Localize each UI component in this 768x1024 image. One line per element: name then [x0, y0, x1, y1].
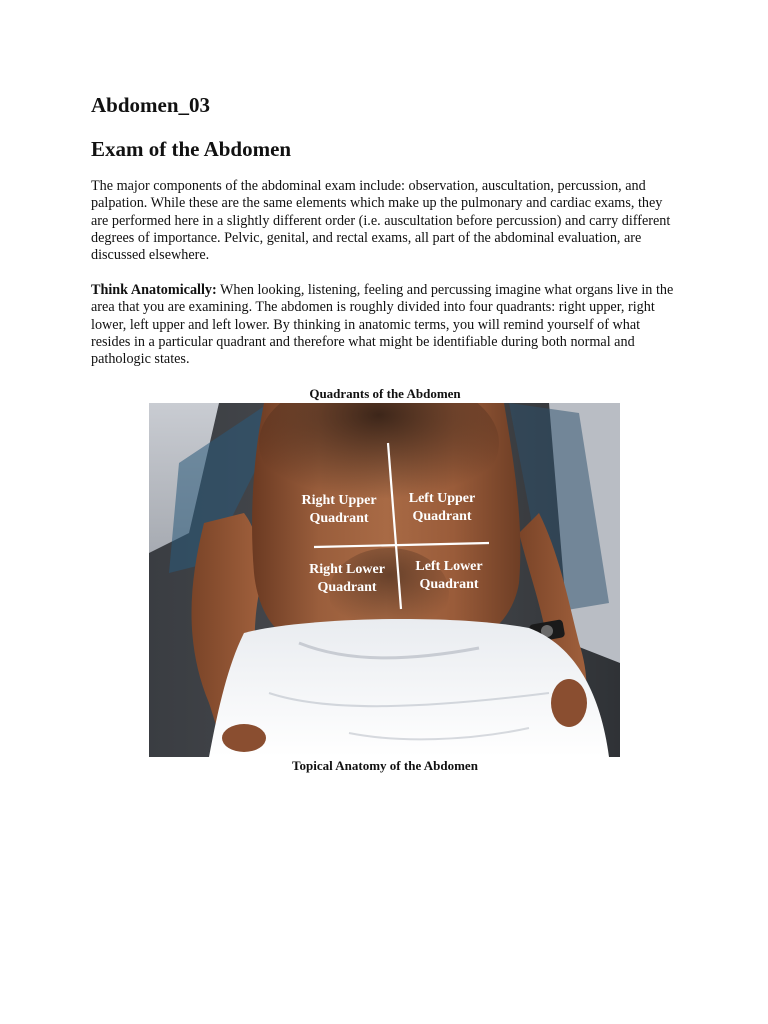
label-right-upper-line2: Quadrant — [309, 511, 369, 526]
label-left-lower-line1: Left Lower — [415, 559, 483, 574]
think-anatomically-paragraph — [91, 282, 681, 368]
label-right-upper-line1: Right Upper — [301, 493, 377, 508]
document-title: Abdomen_03 — [91, 93, 211, 117]
figure-caption-bottom: Topical Anatomy of the Abdomen — [292, 758, 478, 773]
label-right-lower-line2: Quadrant — [317, 580, 377, 595]
label-left-lower-line2: Quadrant — [419, 577, 479, 592]
think-anatomically-label: Think Anatomically: — [91, 282, 217, 298]
label-left-upper-line2: Quadrant — [412, 509, 472, 524]
label-right-lower-line1: Right Lower — [309, 562, 385, 577]
section-title: Exam of the Abdomen — [91, 137, 292, 161]
think-anatomically-text: When looking, listening, feeling and percussing imagine what organs live in the area that you are examining. The abdomen is roughly divided into four quadrants: right upper, right lower, left upper and left lower. By thinking in anatomic terms, you will remind yourself of what resides in a particular quadrant and therefore what might be identifiable during both normal and pathologic states. — [91, 282, 674, 368]
intro-paragraph: The major components of the abdominal exam include: observation, auscultation, percussion, and palpation. While these are the same elements which make up the pulmonary and cardiac exams, they are performed here in a slightly different order (i.e. auscultation before percussion) and carry different degrees of importance. Pelvic, genital, and rectal exams, all part of the abdominal evaluation, are discussed elsewhere. — [91, 178, 671, 264]
abdomen-quadrants-photo — [149, 403, 620, 757]
figure-caption-top: Quadrants of the Abdomen — [309, 386, 461, 401]
label-left-upper-line1: Left Upper — [408, 491, 476, 506]
